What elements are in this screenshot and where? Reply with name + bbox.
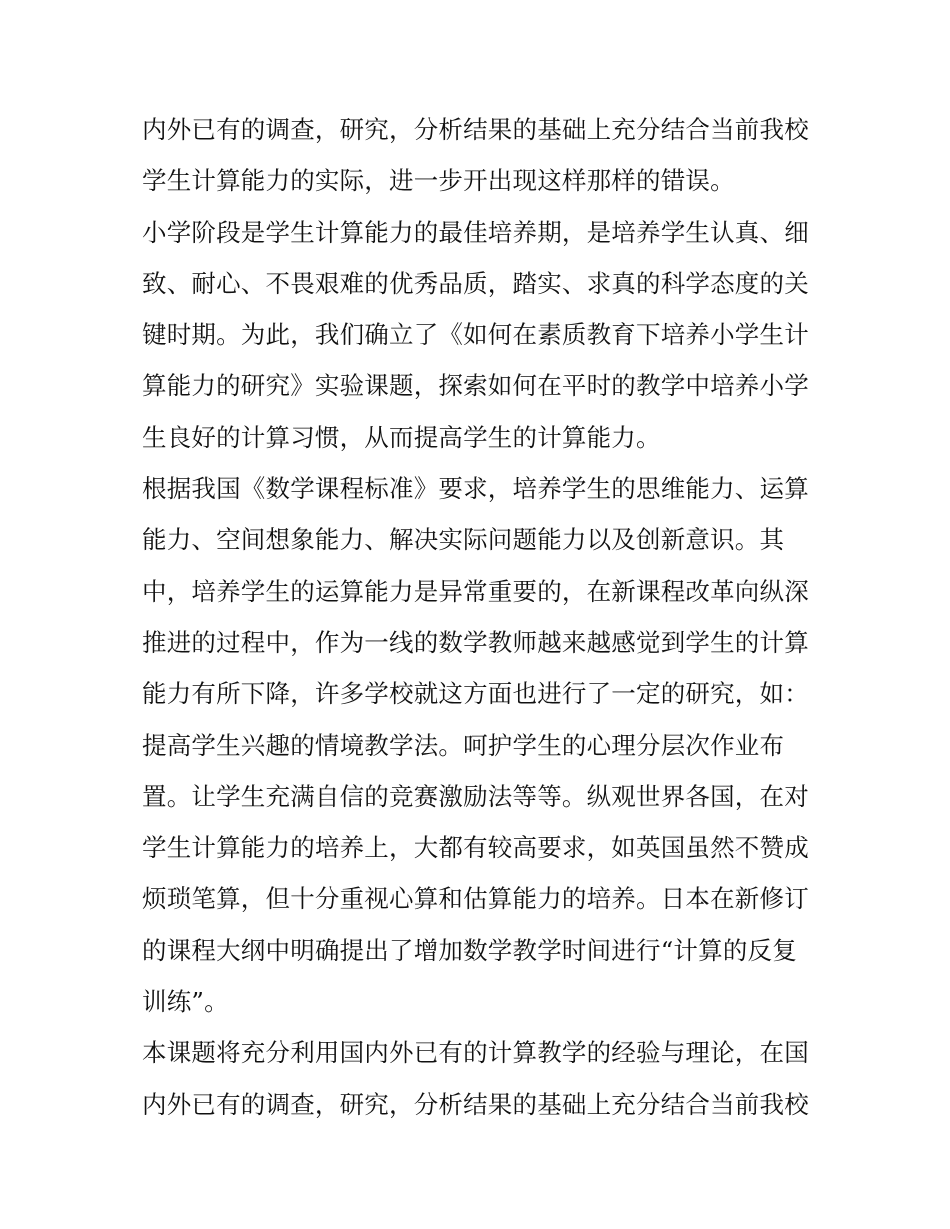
text-line: 学生计算能力的实际，进一步开出现这样那样的错误。 <box>142 166 735 196</box>
text-line: 置。让学生充满自信的竞赛激励法等等。纵观世界各国，在对 <box>142 781 809 811</box>
text-line: 本课题将充分利用国内外已有的计算教学的经验与理论，在国 <box>142 1038 809 1068</box>
text-line: 推进的过程中，作为一线的数学教师越来越感觉到学生的计算 <box>142 627 809 657</box>
text-line: 致、耐心、不畏艰难的优秀品质，踏实、求真的科学态度的关 <box>142 268 809 298</box>
text-line: 提高学生兴趣的情境教学法。呵护学生的心理分层次作业布 <box>142 730 785 760</box>
text-line: 烦琐笔算，但十分重视心算和估算能力的培养。日本在新修订 <box>142 884 809 914</box>
body-text <box>142 104 822 1130</box>
text-line: 键时期。为此，我们确立了《如何在素质教育下培养小学生计 <box>142 320 809 350</box>
text-line: 中，培养学生的运算能力是异常重要的，在新课程改革向纵深 <box>142 576 809 606</box>
text-line: 算能力的研究》实验课题，探索如何在平时的教学中培养小学 <box>142 371 809 401</box>
text-line: 学生计算能力的培养上，大都有较高要求，如英国虽然不赞成 <box>142 833 809 863</box>
text-line: 训练”。 <box>142 987 229 1017</box>
text-line: 能力有所下降，许多学校就这方面也进行了一定的研究，如： <box>142 679 809 709</box>
text-line: 生良好的计算习惯，从而提高学生的计算能力。 <box>142 422 661 452</box>
text-line: 小学阶段是学生计算能力的最佳培养期，是培养学生认真、细 <box>142 217 809 247</box>
text-line: 内外已有的调查，研究，分析结果的基础上充分结合当前我校 <box>142 115 809 144</box>
text-line: 能力、空间想象能力、解决实际问题能力以及创新意识。其 <box>142 525 785 555</box>
text-line: 根据我国《数学课程标准》要求，培养学生的思维能力、运算 <box>142 474 809 504</box>
text-line: 内外已有的调查，研究，分析结果的基础上充分结合当前我校 <box>142 1089 809 1119</box>
text-line: 的课程大纲中明确提出了增加数学教学时间进行“计算的反复 <box>142 935 797 965</box>
